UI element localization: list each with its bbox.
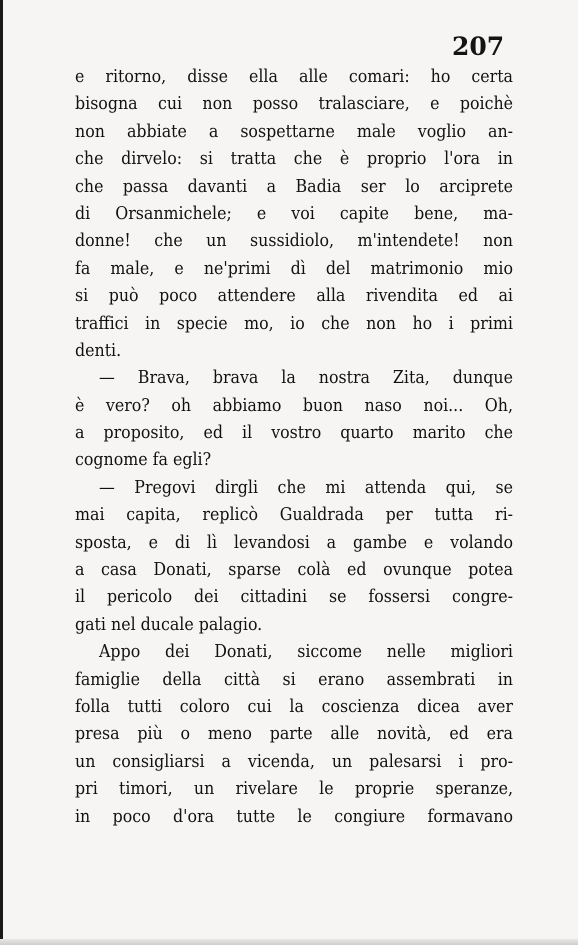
text-line: in poco d'ora tutte le congiure formavano bbox=[75, 806, 513, 827]
text-line: è vero? oh abbiamo buon naso noi... Oh, bbox=[75, 395, 513, 416]
page-bottom-edge bbox=[0, 939, 578, 945]
text-line: a casa Donati, sparse colà ed ovunque potea bbox=[75, 560, 513, 581]
text-line: famiglie della città si erano assembrati in bbox=[75, 669, 513, 690]
text-line: bisogna cui non posso tralasciare, e poichè bbox=[75, 94, 513, 115]
text-line: sposta, e di lì levandosi a gambe e volando bbox=[75, 532, 513, 553]
text-line: — Pregovi dirgli che mi attenda qui, se bbox=[99, 477, 513, 498]
text-line: — Brava, brava la nostra Zita, dunque bbox=[99, 368, 513, 389]
text-line: a proposito, ed il vostro quarto marito che bbox=[75, 423, 513, 444]
text-line: si può poco attendere alla rivendita ed ai bbox=[75, 286, 513, 307]
text-line: fa male, e ne'primi dì del matrimonio mio bbox=[75, 258, 513, 279]
text-line: mai capita, replicò Gualdrada per tutta ri- bbox=[75, 505, 513, 526]
text-line: pri timori, un rivelare le proprie speranze, bbox=[75, 779, 513, 800]
text-line: presa più o meno parte alle novità, ed era bbox=[75, 724, 513, 745]
text-line: di Orsanmichele; e voi capite bene, ma- bbox=[75, 203, 513, 224]
text-line: folla tutti coloro cui la coscienza dicea aver bbox=[75, 696, 513, 717]
page-number: 207 bbox=[452, 32, 505, 61]
text-line: cognome fa egli? bbox=[75, 450, 212, 471]
text-line: che passa davanti a Badia ser lo arciprete bbox=[75, 176, 513, 197]
text-line: che dirvelo: si tratta che è proprio l'ora in bbox=[75, 149, 513, 170]
text-line: traffici in specie mo, io che non ho i primi bbox=[75, 313, 513, 334]
text-line: un consigliarsi a vicenda, un palesarsi i pro- bbox=[75, 751, 513, 772]
body-text bbox=[75, 64, 513, 831]
text-line: denti. bbox=[75, 340, 122, 361]
text-line: il pericolo dei cittadini se fossersi congre- bbox=[75, 587, 513, 608]
text-line: e ritorno, disse ella alle comari: ho certa bbox=[75, 67, 513, 87]
text-line: gati nel ducale palagio. bbox=[75, 614, 263, 635]
page-left-edge bbox=[0, 0, 3, 945]
text-line: non abbiate a sospettarne male voglio an- bbox=[75, 121, 513, 142]
text-line: donne! che un sussidiolo, m'intendete! non bbox=[75, 231, 513, 252]
text-line: Appo dei Donati, siccome nelle migliori bbox=[99, 642, 513, 663]
